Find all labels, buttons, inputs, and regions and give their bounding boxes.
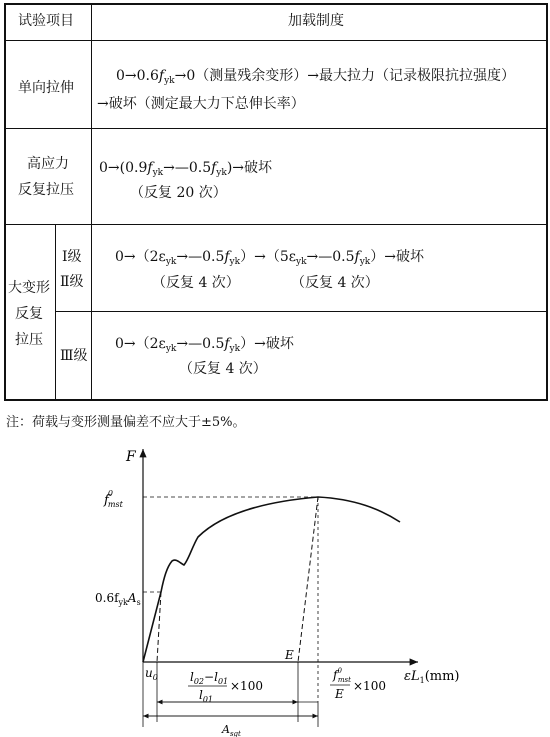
stress-strain-figure [0, 437, 550, 737]
fmst-label: f0 mst [104, 489, 123, 509]
frac2-numerator: $f^0$ mst [333, 667, 351, 684]
row-label-uniaxial: 单向拉伸 [18, 80, 74, 96]
level-3-repeat: （反复 4 次） [179, 361, 267, 377]
level-12-repeat-1: （反复 4 次） [152, 275, 240, 291]
level-12-repeat-2: （反复 4 次） [291, 275, 379, 291]
table-subrow-divider [55, 311, 547, 312]
row-label-large-deform-3: 拉压 [15, 332, 43, 348]
level-3-label: Ⅲ级 [60, 348, 88, 364]
table-right-border [546, 3, 548, 401]
frac1-numerator: $l_{02}-l_{01}$ [190, 670, 229, 686]
frac1-times100: ×100 [230, 679, 263, 693]
frac2-denominator: E [335, 687, 344, 701]
row-label-high-stress-2: 反复拉压 [18, 182, 74, 198]
table-left-border [4, 3, 6, 401]
E-label: E [285, 648, 294, 662]
table-bottom-border [4, 399, 548, 401]
stress-strain-curve [143, 497, 400, 662]
row-label-large-deform-2: 反复 [15, 306, 43, 322]
header-loading-regime: 加载制度 [288, 13, 344, 29]
table-note: 注：荷载与变形测量偏差不应大于±5%。 [6, 415, 246, 430]
uniaxial-line-1: $0\to 0.6f_{yk}\to 0$（测量残余变形）→最大拉力（记录极限抗拉强度） [116, 68, 516, 86]
table-top-border [4, 3, 548, 5]
high-stress-line-2: （反复 20 次） [130, 185, 227, 201]
y-axis-label: F [126, 449, 136, 465]
table-row-divider [4, 128, 548, 129]
frac1-denominator: $l_{01}$ [199, 688, 214, 704]
level-12-line-1: $0\to(2\varepsilon_{yk}\to—0.5f_{yk})\to(5\varepsilon_{yk}\to—0.5f_{yk})\to$破坏 [115, 249, 424, 267]
table-col-divider [91, 3, 92, 401]
u0-label: $u_0$ [145, 666, 158, 682]
x-axis-label: $\varepsilon L_1(mm)$ [404, 669, 460, 685]
level-1-label: Ⅰ级 [62, 249, 82, 265]
uniaxial-line-2: →破坏（测定最大力下总伸长率） [97, 96, 305, 112]
high-stress-line-1: $0\to(0.9f_{yk}\to—0.5f_{yk})\to$破坏 [99, 160, 273, 178]
table-row-divider [4, 224, 548, 225]
table-row-divider [4, 40, 548, 41]
frac2-times100: ×100 [353, 679, 386, 693]
row-label-large-deform-1: 大变形 [8, 280, 50, 296]
row-label-high-stress-1: 高应力 [27, 156, 69, 172]
table-subcol-divider [55, 224, 56, 400]
level-2-label: Ⅱ级 [60, 274, 84, 290]
header-test-item: 试验项目 [18, 13, 74, 29]
level-label: $0.6f_{yk}A_s$ [95, 591, 141, 607]
unloading-line [298, 497, 318, 662]
agt-label: $A_{sgt}$ [222, 723, 241, 737]
level-3-line-1: $0\to(2\varepsilon_{yk}\to—0.5f_{yk})\to$破坏 [115, 336, 294, 354]
